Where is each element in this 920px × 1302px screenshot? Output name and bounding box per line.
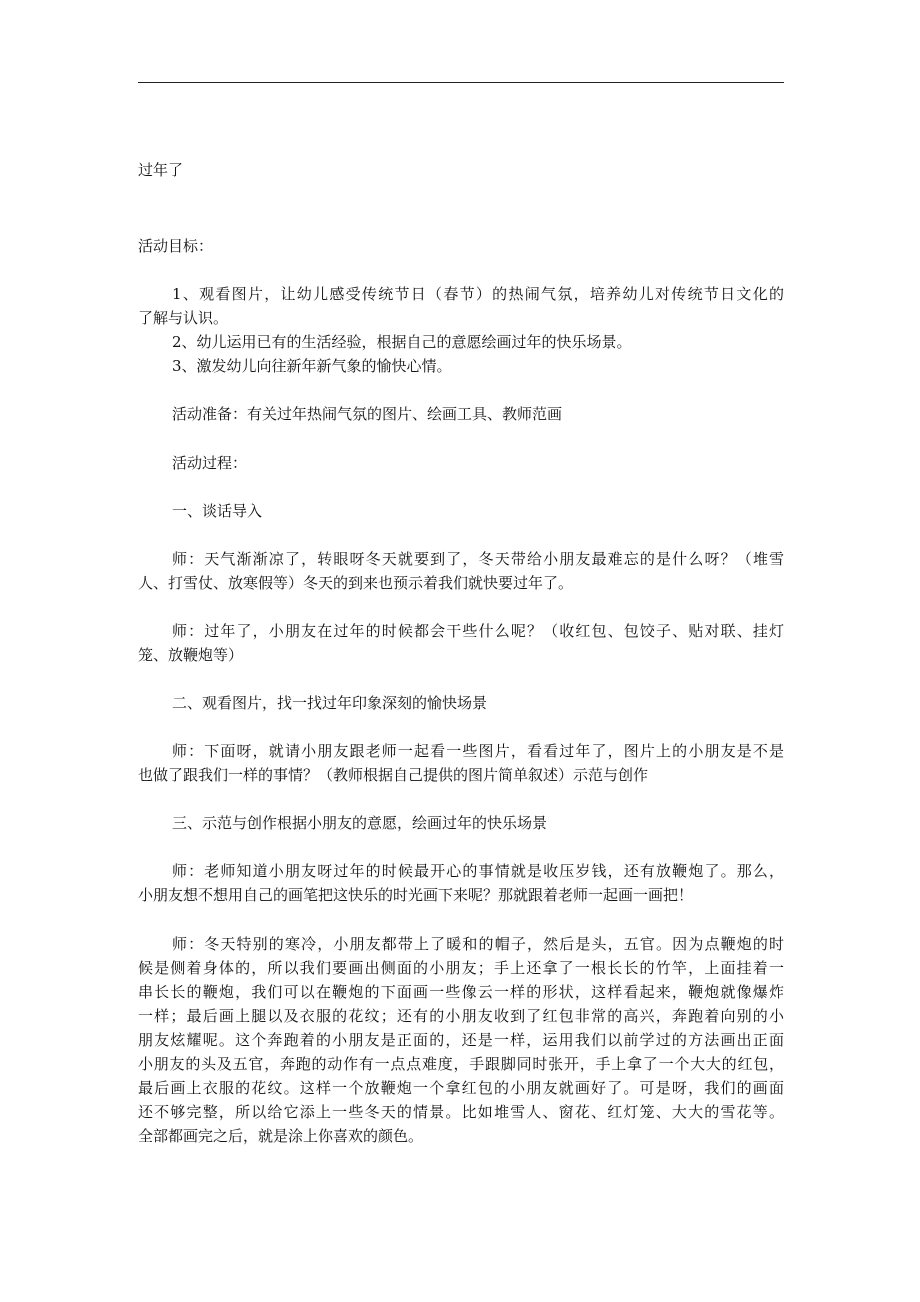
- paragraph-5-line-2: 候是侧着身体的，所以我们要画出侧面的小朋友；手上还拿了一根长长的竹竿，上面挂着一: [138, 959, 784, 977]
- paragraph-4-line-2: 小朋友想不想用自己的画笔把这快乐的时光画下来呢？那就跟着老师一起画一画把！: [138, 886, 694, 904]
- goal-1-line-2: 了解与认识。: [138, 309, 229, 327]
- paragraph-5-line-4: 一样；最后画上腿以及衣服的花纹；还有的小朋友收到了红包非常的高兴，奔跑着向别的小: [138, 1007, 784, 1025]
- paragraph-5-line-6: 小朋友的头及五官，奔跑的动作有一点点难度，手跟脚同时张开，手上拿了一个大大的红包，: [138, 1055, 784, 1073]
- paragraph-5-line-8: 还不够完整，所以给它添上一些冬天的情景。比如堆雪人、窗花、红灯笼、大大的雪花等。: [138, 1103, 784, 1121]
- paragraph-5-line-1: 师：冬天特别的寒冷，小朋友都带上了暖和的帽子，然后是头，五官。因为点鞭炮的时: [172, 935, 784, 953]
- goal-3: 3、激发幼儿向往新年新气象的愉快心情。: [172, 357, 452, 375]
- paragraph-5-line-5: 朋友炫耀呢。这个奔跑着的小朋友是正面的，还是一样，运用我们以前学过的方法画出正面: [138, 1031, 784, 1049]
- paragraph-5-line-7: 最后画上衣服的花纹。这样一个放鞭炮一个拿红包的小朋友就画好了。可是呀，我们的画面: [138, 1079, 784, 1097]
- paragraph-2-line-1: 师：过年了，小朋友在过年的时候都会干些什么呢？（收红包、包饺子、贴对联、挂灯: [172, 622, 784, 640]
- header-rule: [138, 82, 784, 83]
- paragraph-1-line-1: 师：天气渐渐凉了，转眼呀冬天就要到了，冬天带给小朋友最难忘的是什么呀？（堆雪: [172, 550, 784, 568]
- paragraph-3-line-2: 也做了跟我们一样的事情？（教师根据自己提供的图片简单叙述）示范与创作: [138, 766, 649, 784]
- document-title: 过年了: [138, 161, 184, 179]
- paragraph-4-line-1: 师：老师知道小朋友呀过年的时候最开心的事情就是收压岁钱，还有放鞭炮了。那么，: [172, 862, 784, 880]
- section-2-heading: 二、观看图片，找一找过年印象深刻的愉快场景: [172, 694, 488, 712]
- goals-heading: 活动目标：: [138, 237, 214, 255]
- paragraph-3-line-1: 师：下面呀，就请小朋友跟老师一起看一些图片，看看过年了，图片上的小朋友是不是: [172, 742, 784, 760]
- goal-1-line-1: 1、观看图片，让幼儿感受传统节日（春节）的热闹气氛，培养幼儿对传统节日文化的: [172, 285, 784, 303]
- section-1-heading: 一、谈话导入: [172, 502, 263, 520]
- paragraph-1-line-2: 人、打雪仗、放寒假等）冬天的到来也预示着我们就快要过年了。: [138, 574, 574, 592]
- preparation: 活动准备：有关过年热闹气氛的图片、绘画工具、教师范画: [172, 405, 563, 423]
- paragraph-5-line-3: 串长长的鞭炮，我们可以在鞭炮的下面画一些像云一样的形状，这样看起来，鞭炮就像爆炸: [138, 983, 784, 1001]
- section-3-heading: 三、示范与创作根据小朋友的意愿，绘画过年的快乐场景: [172, 814, 548, 832]
- goal-2: 2、幼儿运用已有的生活经验，根据自己的意愿绘画过年的快乐场景。: [172, 333, 632, 351]
- paragraph-2-line-2: 笼、放鞭炮等）: [138, 646, 244, 664]
- process-heading: 活动过程：: [172, 454, 248, 472]
- paragraph-5-line-9: 全部都画完之后，就是涂上你喜欢的颜色。: [138, 1127, 424, 1145]
